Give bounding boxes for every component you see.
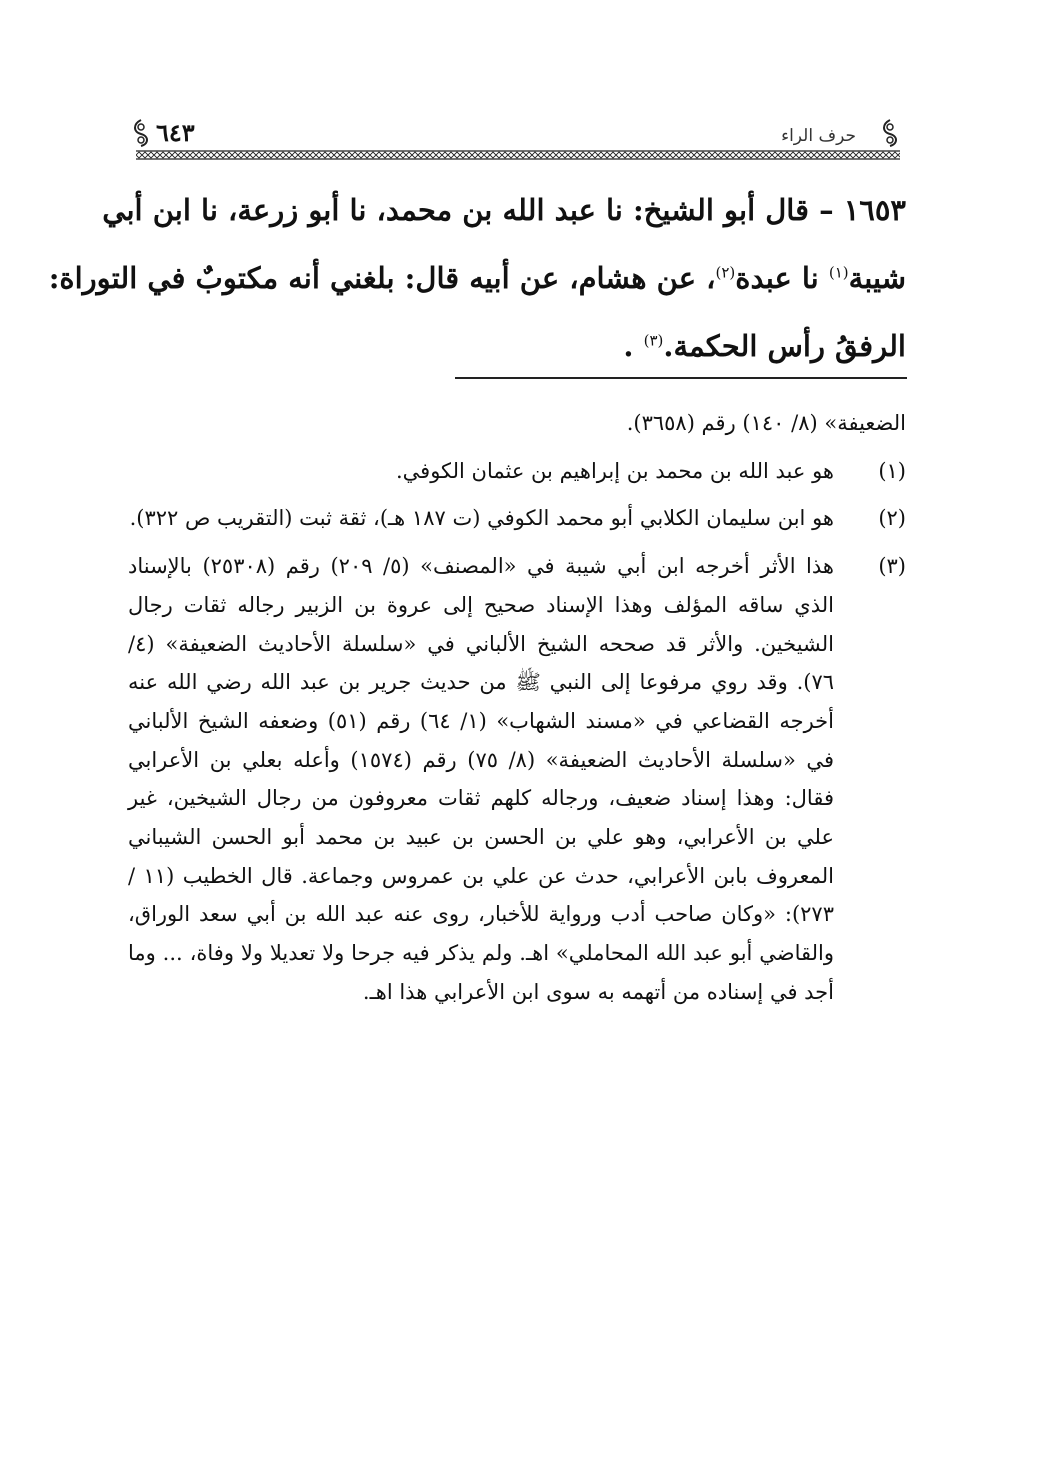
footnote-text: هو ابن سليمان الكلابي أبو محمد الكوفي (ت ١٨٧ هـ)، ثقة ثبت (التقريب ص ٣٢٢).: [129, 506, 834, 531]
footnotes: [128, 404, 906, 1012]
page-number: ٦٤٣: [156, 118, 195, 147]
footnote-3: [128, 547, 906, 1011]
footnote-number: (٣): [878, 554, 906, 579]
main-line-2-name: نا عبدة: [735, 261, 829, 295]
main-line-2-rest: عن هشام، عن أبيه قال: بلغني أنه مكتوبٌ في التوراة:: [48, 261, 697, 295]
main-line-2-comma: ،: [696, 261, 716, 295]
footnote-ref-3[interactable]: (٣): [643, 331, 664, 350]
main-line-3-text: الرفقُ رأس الحكمة.: [663, 329, 906, 363]
footnote-ref-1[interactable]: (١): [828, 263, 849, 282]
main-paragraph: [48, 176, 906, 380]
footnote-continuation: الضعيفة» (٨/ ١٤٠) رقم (٣٦٥٨).: [626, 411, 906, 435]
footnote-text: هذا الأثر أخرجه ابن أبي شيبة في «المصنف» (٥/ ٢٠٩) رقم (٢٥٣٠٨) بالإسناد الذي ساقه المؤلف وهذا الإسناد صحيح إلى عروة بن الزبير رجاله ثقات رجال الشيخين. والأثر قد صححه الشيخ الألباني في «سلسلة الأحاديث الضعيفة» (٤/ ٧٦). وقد روي مرفوعا إلى النبي ﷺ من حديث جرير بن عبد الله رضي الله عنه أخرجه القضاعي في «مسند الشهاب» (١/ ٦٤) رقم (٥١) وضعفه الشيخ الألباني في «سلسلة الأحاديث الضعيفة» (٨/ ٧٥) رقم (١٥٧٤) وأعله بعلي بن الأعرابي فقال: وهذا إسناد ضعيف، ورجاله كلهم ثقات معروفون من رجال الشيخين، غير علي بن الأعرابي، وهو علي بن الحسن بن عبيد بن محمد أبو الحسن الشيباني المعروف بابن الأعرابي، حدث عن علي بن عمروس وجماعة. قال الخطيب (١١ / ٢٧٣): «وكان صاحب أدب ورواية للأخبار، روى عنه عبد الله بن أبي سعد الوراق، والقاضي أبو عبد الله المحاملي» اهـ. ولم يذكر فيه جرحا ولا تعديلا ولا وفاة، ... وما أجد في إسناده من أتهمه به سوى ابن الأعرابي هذا اهـ.: [128, 554, 834, 1004]
main-line-2-word: شيبة: [848, 261, 906, 295]
main-line-3-end: .: [623, 329, 644, 363]
chapter-title: حرف الراء: [781, 126, 856, 146]
footnote-1: [128, 452, 906, 491]
header-ornament-right-icon: [878, 118, 902, 148]
footnote-text: هو عبد الله بن محمد بن إبراهيم بن عثمان الكوفي.: [395, 458, 834, 483]
footnote-2: [128, 499, 906, 538]
running-header: [128, 112, 908, 162]
footnote-separator: [455, 377, 907, 379]
header-decorative-rule: [136, 150, 900, 160]
main-line-3: [128, 312, 906, 380]
header-ornament-left-icon: [130, 118, 152, 148]
footnote-number: (١): [878, 458, 906, 483]
footnote-ref-2[interactable]: (٢): [715, 263, 736, 282]
main-line-2: [48, 244, 906, 312]
footnote-number: (٢): [878, 506, 906, 531]
main-line-1: ١٦٥٣ – قال أبو الشيخ: نا عبد الله بن محمد، نا أبو زرعة، نا ابن أبي: [102, 193, 906, 227]
